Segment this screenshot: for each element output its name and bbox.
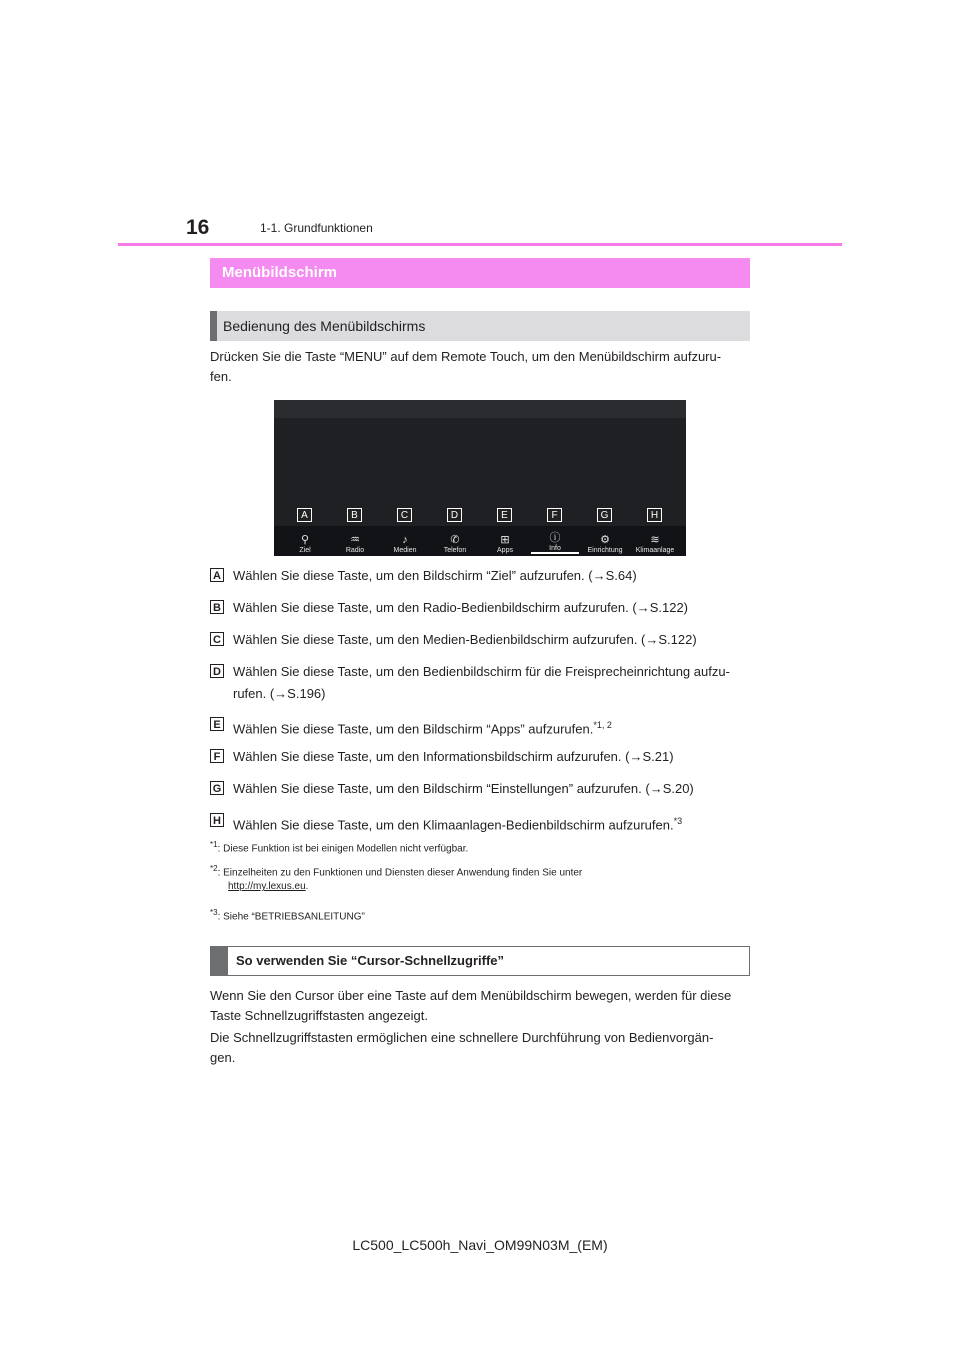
menu-button-telefon[interactable]: ✆ Telefon xyxy=(431,534,479,554)
screen-label-g: G xyxy=(597,508,612,522)
cursor-paragraph-1: Wenn Sie den Cursor über eine Taste auf dem Menübildschirm bewegen, werden für diese Taste Schnellzugriffstasten angezeigt. xyxy=(210,988,732,1023)
menu-button-radio[interactable]: ♒ Radio xyxy=(331,534,379,554)
menu-button-einrichtung[interactable]: ⚙ Einrichtung xyxy=(581,534,629,554)
screen-label-h: H xyxy=(647,508,662,522)
intro-paragraph: Drücken Sie die Taste “MENU” auf dem Remote Touch, um den Menübildschirm aufzuru- fen. xyxy=(210,349,722,384)
callout-d: D Wählen Sie diese Taste, um den Bedienbildschirm für die Freisprecheinrichtung aufzu- rufen. (→S.196) xyxy=(210,662,755,706)
music-note-icon: ♪ xyxy=(402,534,408,546)
screen-label-d: D xyxy=(447,508,462,522)
header-rule xyxy=(118,243,842,246)
section-title: Menübildschirm xyxy=(210,258,750,288)
footnote-3: $^{*3}$: Siehe “BETRIEBSANLEITUNG” xyxy=(210,908,365,923)
document-footer: LC500_LC500h_Navi_OM99N03M_(EM) xyxy=(352,1237,608,1253)
footnote-1: $^{*1}$: Diese Funktion ist bei einigen Modellen nicht verfügbar. xyxy=(210,840,469,855)
info-icon: ⓘ xyxy=(549,532,561,544)
screen-status-bar xyxy=(274,400,686,418)
subsection-title-cursor: So verwenden Sie “Cursor-Schnellzugriffe” xyxy=(210,946,750,976)
lexus-link[interactable]: http://my.lexus.eu xyxy=(228,881,306,893)
menu-button-ziel[interactable]: ⚲ Ziel xyxy=(281,534,329,554)
cursor-paragraph-2: Die Schnellzugriffstasten ermöglichen eine schnellere Durchführung von Bedienvorgän- gen. xyxy=(210,1030,714,1065)
screen-label-b: B xyxy=(347,508,362,522)
menu-button-info[interactable]: ⓘ Info xyxy=(531,532,579,554)
map-pin-icon: ⚲ xyxy=(300,534,310,546)
page-number: 16 xyxy=(186,216,210,239)
phone-icon: ✆ xyxy=(450,534,460,546)
climate-icon: ≋ xyxy=(650,534,660,546)
radio-icon: ♒ xyxy=(350,534,360,546)
screen-label-e: E xyxy=(497,508,512,522)
section-path: 1-1. Grundfunktionen xyxy=(260,221,373,235)
screen-label-f: F xyxy=(547,508,562,522)
footnote-2: $^{*2}$: Einzelheiten zu den Funktionen und Diensten dieser Anwendung finden Sie unter http://my.lexus.eu. xyxy=(210,864,583,893)
menu-screen-image xyxy=(274,400,686,556)
subsection-title-menu: Bedienung des Menübildschirms xyxy=(210,311,750,341)
gear-icon: ⚙ xyxy=(600,534,610,546)
menu-button-apps[interactable]: ⊞ Apps xyxy=(481,534,529,554)
screen-label-a: A xyxy=(297,508,312,522)
menu-button-medien[interactable]: ♪ Medien xyxy=(381,534,429,554)
screen-label-c: C xyxy=(397,508,412,522)
apps-grid-icon: ⊞ xyxy=(500,534,510,546)
screen-menu-bar xyxy=(274,526,686,556)
menu-button-klimaanlage[interactable]: ≋ Klimaanlage xyxy=(631,534,679,554)
